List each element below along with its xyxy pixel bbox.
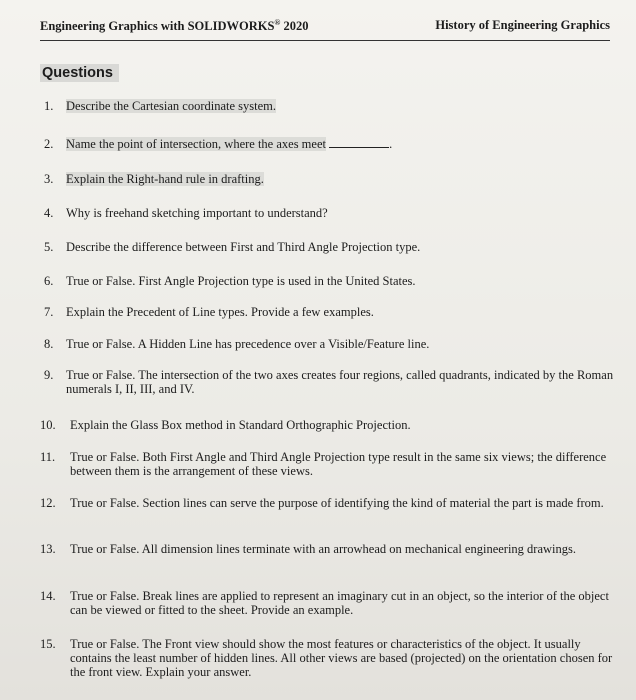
question-item: 11. True or False. Both First Angle and Third Angle Projection type result in the same six views; the difference between them is the arrangement of these views. [40, 450, 607, 478]
question-item: 5. Describe the difference between First and Third Angle Projection type. [44, 240, 421, 254]
question-item: 13. True or False. All dimension lines terminate with an arrowhead on mechanical engineering drawings. [40, 542, 577, 556]
book-title: Engineering Graphics with SOLIDWORKS® 2020 [40, 18, 309, 34]
question-item: 15. True or False. The Front view should show the most features or characteristics of the object. It usually contains the least number of hidden lines. All other views are based (projected) on the orientation chosen for the front view. Explain your answer. [40, 637, 613, 679]
question-item: 9. True or False. The intersection of the two axes creates four regions, called quadrants, indicated by the Roman numerals I, II, III, and IV. [44, 368, 614, 396]
question-item: 7. Explain the Precedent of Line types. Provide a few examples. [44, 305, 374, 319]
section-title: Questions [40, 64, 119, 82]
question-item: 3. Explain the Right-hand rule in drafting. [44, 172, 264, 186]
question-item: 4. Why is freehand sketching important to understand? [44, 206, 328, 220]
answer-blank [329, 137, 389, 148]
question-item: 14. True or False. Break lines are applied to represent an imaginary cut in an object, so the interior of the object can be viewed or fitted to the sheet. Provide an example. [40, 589, 609, 617]
question-item: 8. True or False. A Hidden Line has precedence over a Visible/Feature line. [44, 337, 430, 351]
question-item: 2. Name the point of intersection, where the axes meet . [44, 137, 393, 151]
question-item: 12. True or False. Section lines can serve the purpose of identifying the kind of material the part is made from. [40, 496, 604, 510]
chapter-title: History of Engineering Graphics [435, 18, 610, 32]
question-item: 6. True or False. First Angle Projection type is used in the United States. [44, 274, 416, 288]
question-item: 1. Describe the Cartesian coordinate system. [44, 99, 276, 113]
page-header [40, 18, 610, 41]
question-item: 10. Explain the Glass Box method in Standard Orthographic Projection. [40, 418, 411, 432]
